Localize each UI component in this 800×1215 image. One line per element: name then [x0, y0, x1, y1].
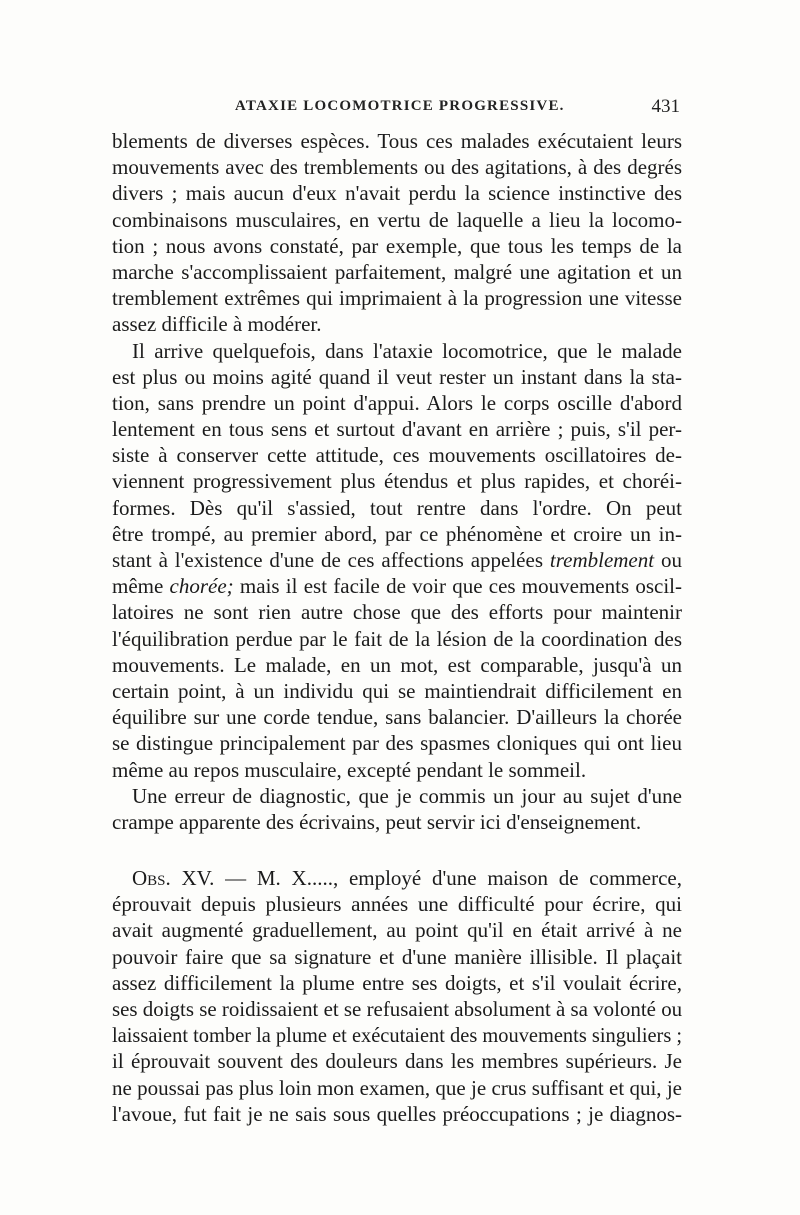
text-line: formes. Dès qu'il s'assied, tout rentre dans l'ordre. On peut [112, 495, 682, 520]
text-run: même [112, 574, 170, 599]
text-line [112, 865, 682, 891]
text-line [112, 573, 682, 599]
text-line [112, 547, 682, 573]
text-line: l'équilibration perdue par le fait de la lésion de la coordination des [112, 626, 682, 651]
text-line: laissaient tomber la plume et exécutaient des mouvements singuliers ; [112, 1023, 683, 1048]
text-line: mouvements avec des tremblements ou des agitations, à des degrés [112, 155, 682, 180]
text-line: ses doigts se roidissaient et se refusaient absolument à sa volonté ou [112, 997, 683, 1021]
italic-term: chorée; [169, 574, 234, 599]
text-line: siste à conserver cette attitude, ces mouvements oscillatoires de- [112, 443, 682, 468]
text-line: assez difficilement la plume entre ses doigts, et s'il voulait écrire, [112, 970, 682, 995]
text-line: Une erreur de diagnostic, que je commis un jour au sujet d'une [132, 783, 682, 808]
text-line: équilibre sur une corde tendue, sans balancier. D'ailleurs la chorée [112, 705, 682, 730]
paragraph-gap [112, 835, 682, 865]
text-line: viennent progressivement plus étendus et plus rapides, et choréi- [112, 469, 682, 494]
text-line: mouvements. Le malade, en un mot, est comparable, jusqu'à un [112, 652, 682, 677]
text-run: — M. X....., employé d'une maison de commerce, [214, 866, 683, 891]
text-line: avait augmenté graduellement, au point qu'il en était arrivé à ne [112, 918, 682, 943]
text-line: marche s'accomplissaient parfaitement, malgré une agitation et un [112, 259, 682, 284]
text-line: tion, sans prendre un point d'appui. Alors le corps oscille d'abord [112, 390, 682, 415]
text-line: tremblement extrêmes qui imprimaient à la progression une vitesse [112, 286, 682, 311]
text-line: combinaisons musculaires, en vertu de laquelle a lieu la locomo- [112, 207, 682, 232]
observation-heading: Obs. XV. [132, 866, 215, 891]
text-line: se distingue principalement par des spasmes cloniques qui ont lieu [112, 731, 682, 756]
text-line: tion ; nous avons constaté, par exemple, que tous les temps de la [112, 233, 682, 258]
text-line: est plus ou moins agité quand il veut rester un instant dans la sta- [112, 364, 682, 389]
text-line: ne poussai pas plus loin mon examen, que je crus suffisant et qui, je [112, 1075, 682, 1100]
text-line: assez difficile à modérer. [112, 312, 322, 337]
text-line: certain point, à un individu qui se maintiendrait difficilement en [112, 678, 682, 703]
text-line: Il arrive quelquefois, dans l'ataxie locomotrice, que le malade [132, 338, 682, 363]
text-line: divers ; mais aucun d'eux n'avait perdu la science instinctive des [112, 181, 682, 206]
text-run: mais il est facile de voir que ces mouvements oscil- [233, 574, 682, 599]
text-line: pouvoir faire que sa signature et d'une manière illisible. Il plaçait [112, 944, 682, 969]
text-line: blements de diverses espèces. Tous ces malades exécutaient leurs [112, 129, 682, 153]
running-title: ATAXIE LOCOMOTRICE PROGRESSIVE. [235, 98, 565, 114]
text-line: être trompé, au premier abord, par ce phénomène et croire un in- [112, 521, 682, 546]
text-run: stant à l'existence d'une de ces affections appelées [112, 548, 550, 572]
text-run: ou [654, 548, 682, 572]
text-line: même au repos musculaire, excepté pendant le sommeil. [112, 757, 587, 782]
body-text [112, 128, 682, 1127]
text-line: l'avoue, fut fait je ne sais sous quelles préoccupations ; je diagnos- [112, 1101, 682, 1126]
text-line: latoires ne sont rien autre chose que des efforts pour maintenir [112, 600, 682, 625]
page-header [115, 98, 680, 122]
text-line: éprouvait depuis plusieurs années une difficulté pour écrire, qui [112, 892, 682, 917]
text-line: lentement en tous sens et surtout d'avant en arrière ; puis, s'il per- [112, 417, 682, 442]
page-number: 431 [651, 96, 680, 117]
text-line: crampe apparente des écrivains, peut servir ici d'enseignement. [112, 809, 642, 834]
italic-term: tremblement [549, 548, 655, 572]
text-line: il éprouvait souvent des douleurs dans les membres supérieurs. Je [112, 1049, 682, 1074]
